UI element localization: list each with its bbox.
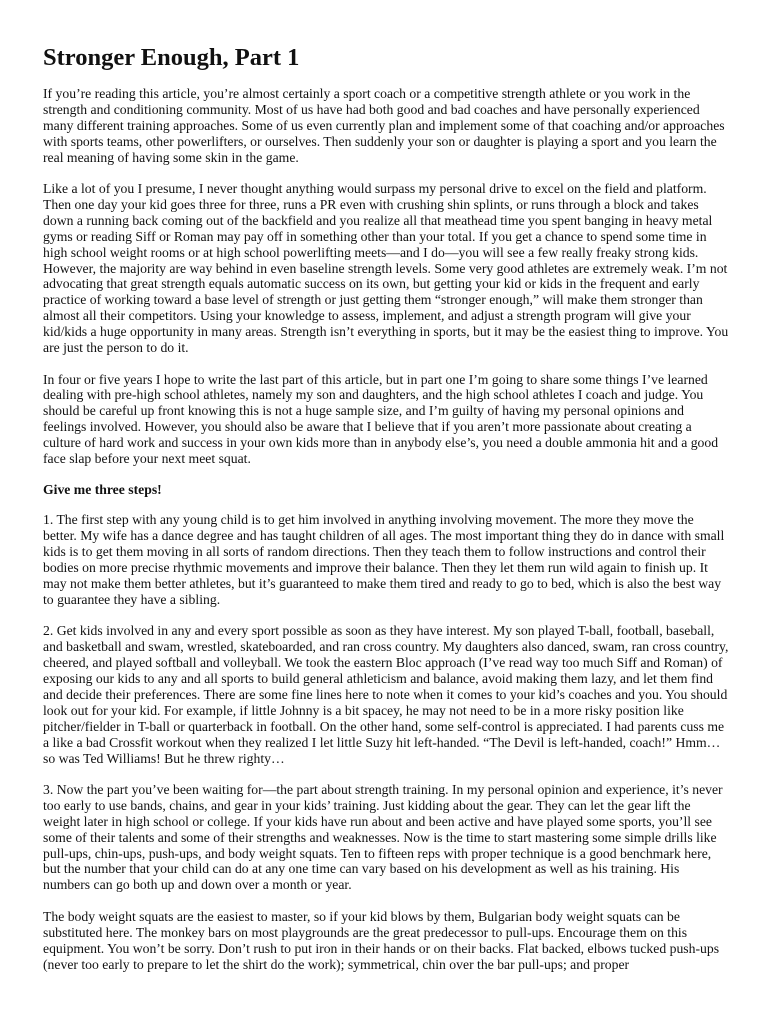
paragraph-intro: If you’re reading this article, you’re almost certainly a sport coach or a competitive strength athlete or you work in the strength and conditioning community. Most of us have had both good and bad coaches and have personally experienced many different training approaches. Some of us even currently plan and implement some of that coaching and/or approaches with sports teams, other powerlifters, or ourselves. Then suddenly your son or daughter is playing a sport and you learn the real meaning of having some skin in the game.: [43, 86, 725, 165]
paragraph-step-three: 3. Now the part you’ve been waiting for—the part about strength training. In my personal opinion and experience, it’s never too early to use bands, chains, and gear in your kids’ training. Just kidding about the gear. They can let the gear lift the weight later in high school or college. If your kids have run about and been active and have played some sports, you’ll see some of their talents and some of their strengths and weaknesses. Now is the time to start mastering some simple drills like pull-ups, chin-ups, push-ups, and body weight squats. Ten to fifteen reps with proper technique is a good benchmark here, but the number that your child can do at any one time can vary based on his development as well as his training. His numbers can go both up and down over a month or year.: [43, 781, 723, 893]
section-heading: Give me three steps!: [43, 482, 162, 498]
paragraph-step-one: 1. The first step with any young child is to get him involved in anything involving movement. The more they move the better. My wife has a dance degree and has taught children of all ages. The most important thing they do in dance with small kids is to get them moving in all sorts of random directions. Then they teach them to follow instructions and control their bodies on more precise rhythmic movements and improve their balance. Then they let them run wild again to finish up. It may not make them better athletes, but it’s guaranteed to make them tired and ready to go to bed, which is also the best way to guarantee they have a sibling.: [43, 512, 725, 607]
article-page: [43, 42, 729, 988]
paragraph-step-two: 2. Get kids involved in any and every sport possible as soon as they have interest. My son played T-ball, football, baseball, and basketball and swam, wrestled, skateboarded, and ran cross country. My daughters also danced, swam, ran cross country, cheered, and played softball and volleyball. We took the eastern Bloc approach (I’ve read way too much Siff and Roman) of exposing our kids to any and all sports to build general athleticism and balance, avoid making them lazy, and let them find and decide their preferences. There are some fine lines here to note when it comes to your kid’s coaches and you. You should look out for your kid. For example, if little Johnny is a bit spacey, he may not need to be in a more risky position like pitcher/fielder in T-ball or quarterback in football. On the other hand, some self-control is appreciated. I had parents cuss me a like a bad Crossfit workout when they realized I let little Suzy hit left-handed. “The Devil is left-handed, coach!” Hmm…so was Ted Williams! But he threw righty…: [43, 623, 729, 766]
paragraph-personal-drive: Like a lot of you I presume, I never thought anything would surpass my personal drive to excel on the field and platform. Then one day your kid goes three for three, runs a PR even with crushing shin splints, or runs through a block and takes down a running back coming out of the backfield and you realize all that meathead time you spent banging in heavy metal gyms or reading Siff or Roman may pay off in something other than your total. If you get a chance to spend some time in high school weight rooms or at high school powerlifting meets—and I do—you will see a few really freaky strong kids. However, the majority are way behind in even baseline strength levels. Some very good athletes are extremely weak. I’m not advocating that great strength equals automatic success on its own, but getting your kid or kids in the frequent and early practice of working toward a base level of strength or just getting them “stronger enough,” will make them stronger than almost all their competitors. Using your knowledge to assess, implement, and adjust a strength program will give your kid/kids a huge opportunity in many areas. Strength isn’t everything in sports, but it may be the easiest thing to improve. You are just the person to do it.: [43, 181, 729, 356]
paragraph-body-weight-squats: The body weight squats are the easiest to master, so if your kid blows by them, Bulgarian body weight squats can be substituted here. The monkey bars on most playgrounds are the great predecessor to pull-ups. Encourage them on this equipment. You won’t be sorry. Don’t rush to put iron in their hands or on their backs. Flat backed, elbows tucked push-ups (never too early to prepare to let the shirt do the work); symmetrical, chin over the bar pull-ups; and proper: [43, 908, 720, 972]
paragraph-part-one: In four or five years I hope to write the last part of this article, but in part one I’m going to share some things I’ve learned dealing with pre-high school athletes, namely my son and daughters, and the high school athletes I coach and judge. You should be careful up front knowing this is not a huge sample size, and I’m guilty of having my personal opinions and feelings involved. However, you should also be aware that I believe that if you aren’t more passionate about creating a culture of hard work and success in your own kids more than in anybody else’s, you need a double ammonia hit and a good face slap before your next meet squat.: [43, 371, 719, 467]
article-title: Stronger Enough, Part 1: [43, 44, 300, 71]
